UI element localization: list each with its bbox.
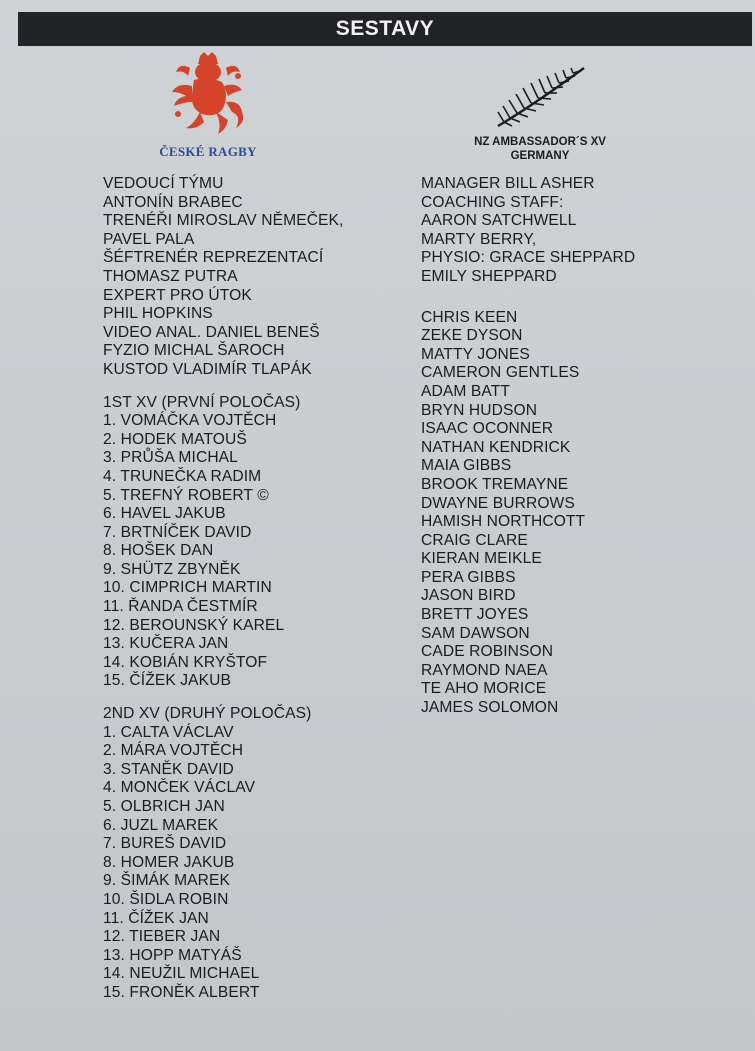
list-item: 6. JUZL MAREK	[103, 816, 219, 834]
list-item: 11. ČÍŽEK JAN	[103, 909, 209, 927]
list-item: 12. TIEBER JAN	[103, 928, 221, 946]
list-item: 9. ŠIMÁK MAREK	[103, 872, 231, 890]
list-item: NATHAN KENDRICK	[421, 438, 571, 456]
list-item: FYZIO MICHAL ŠAROCH	[103, 342, 285, 360]
list-item: 7. BRTNÍČEK DAVID	[103, 523, 252, 541]
list-item: PHIL HOPKINS	[103, 305, 213, 323]
list-item: ISAAC OCONNER	[421, 420, 554, 438]
list-item: 7. BUREŠ DAVID	[103, 835, 227, 853]
header-bar	[18, 12, 752, 46]
list-item: ZEKE DYSON	[421, 327, 523, 345]
nz-lineup-column	[421, 175, 741, 718]
list-item: EMILY SHEPPARD	[421, 267, 557, 285]
list-item: 15. ČÍŽEK JAKUB	[103, 672, 232, 690]
list-item: 9. SHÜTZ ZBYNĚK	[103, 560, 241, 578]
list-item: BRETT JOYES	[421, 606, 529, 624]
list-item: 2. HODEK MATOUŠ	[103, 430, 247, 448]
list-item: 6. HAVEL JAKUB	[103, 505, 226, 523]
list-item: CRAIG CLARE	[421, 531, 528, 549]
list-item: ŠÉFTRENÉR REPREZENTACÍ	[103, 249, 324, 267]
list-item: KUSTOD VLADIMÍR TLAPÁK	[103, 360, 312, 378]
list-item: TRENÉŘI MIROSLAV NĚMEČEK,	[103, 212, 344, 230]
list-item: DWAYNE BURROWS	[421, 494, 575, 512]
list-item: 4. MONČEK VÁCLAV	[103, 779, 256, 797]
list-item: JASON BIRD	[421, 587, 516, 605]
list-item: 14. NEUŽIL MICHAEL	[103, 965, 260, 983]
list-item: HAMISH NORTHCOTT	[421, 513, 586, 531]
list-item: VIDEO ANAL. DANIEL BENEŠ	[103, 323, 320, 341]
list-item: MARTY BERRY,	[421, 230, 537, 248]
list-item: EXPERT PRO ÚTOK	[103, 286, 252, 304]
list-item: CHRIS KEEN	[421, 308, 518, 326]
list-item: 5. OLBRICH JAN	[103, 798, 225, 815]
list-item: 11. ŘANDA ČESTMÍR	[103, 598, 258, 616]
czech-lineup-column	[103, 175, 403, 1003]
list-item: 12. BEROUNSKÝ KAREL	[103, 616, 285, 634]
czech-staff-list	[103, 175, 403, 380]
list-item: 5. TREFNÝ ROBERT ©	[103, 486, 269, 504]
list-item: THOMASZ PUTRA	[103, 267, 238, 285]
silver-fern-icon	[492, 66, 592, 128]
list-item: KIERAN MEIKLE	[421, 550, 542, 568]
list-item: 15. FRONĚK ALBERT	[103, 983, 260, 1001]
list-item: BRYN HUDSON	[421, 401, 538, 419]
list-item: PHYSIO: GRACE SHEPPARD	[421, 249, 636, 267]
nz-team-location: GERMANY	[510, 150, 570, 162]
list-item: 13. HOPP MATYÁŠ	[103, 946, 242, 964]
list-item: RAYMOND NAEA	[421, 661, 548, 679]
list-item: 4. TRUNEČKA RADIM	[103, 467, 262, 485]
nz-player-list	[421, 309, 741, 718]
list-item: 1. VOMÁČKA VOJTĚCH	[103, 412, 277, 430]
list-item: SAM DAWSON	[421, 624, 530, 642]
section-heading: 2ND XV (DRUHÝ POLOČAS)	[103, 705, 312, 723]
list-item: PAVEL PALA	[103, 230, 195, 248]
nz-ambassadors-logo	[450, 66, 630, 166]
list-item: MAIA GIBBS	[421, 457, 512, 475]
czech-second-xv	[103, 705, 403, 1003]
list-item: VEDOUCÍ TÝMU	[103, 175, 224, 192]
list-item: 1. CALTA VÁCLAV	[103, 723, 234, 741]
list-item: JAMES SOLOMON	[421, 699, 559, 717]
list-item: CADE ROBINSON	[421, 643, 554, 661]
czech-rugby-name: ČESKÉ RAGBY	[159, 144, 257, 159]
czech-rugby-logo	[158, 52, 258, 164]
list-item: COACHING STAFF:	[421, 193, 564, 211]
list-item: 10. ŠIDLA ROBIN	[103, 890, 229, 908]
list-item: TE AHO MORICE	[421, 680, 547, 698]
section-heading: 1ST XV (PRVNÍ POLOČAS)	[103, 393, 301, 411]
list-item: 8. HOMER JAKUB	[103, 853, 235, 871]
page-title: SESTAVY	[335, 17, 435, 40]
list-item: AARON SATCHWELL	[421, 212, 577, 230]
list-item: MANAGER BILL ASHER	[421, 175, 595, 192]
czech-first-xv	[103, 394, 403, 692]
list-item: 3. STANĚK DAVID	[103, 760, 234, 778]
list-item: 8. HOŠEK DAN	[103, 542, 214, 560]
list-item: 3. PRŮŠA MICHAL	[103, 449, 238, 467]
list-item: 14. KOBIÁN KRYŠTOF	[103, 653, 268, 671]
list-item: BROOK TREMAYNE	[421, 475, 569, 493]
list-item: MATTY JONES	[421, 345, 530, 363]
list-item: 13. KUČERA JAN	[103, 635, 229, 653]
lion-icon	[166, 52, 250, 138]
list-item: 2. MÁRA VOJTĚCH	[103, 742, 244, 760]
list-item: ANTONÍN BRABEC	[103, 193, 243, 211]
nz-team-name: NZ AMBASSADOR´S XV	[474, 136, 606, 148]
list-item: PERA GIBBS	[421, 568, 516, 586]
list-item: 10. CIMPRICH MARTIN	[103, 579, 272, 597]
nz-staff-list	[421, 175, 741, 287]
list-item: ADAM BATT	[421, 382, 510, 400]
list-item: CAMERON GENTLES	[421, 364, 580, 382]
